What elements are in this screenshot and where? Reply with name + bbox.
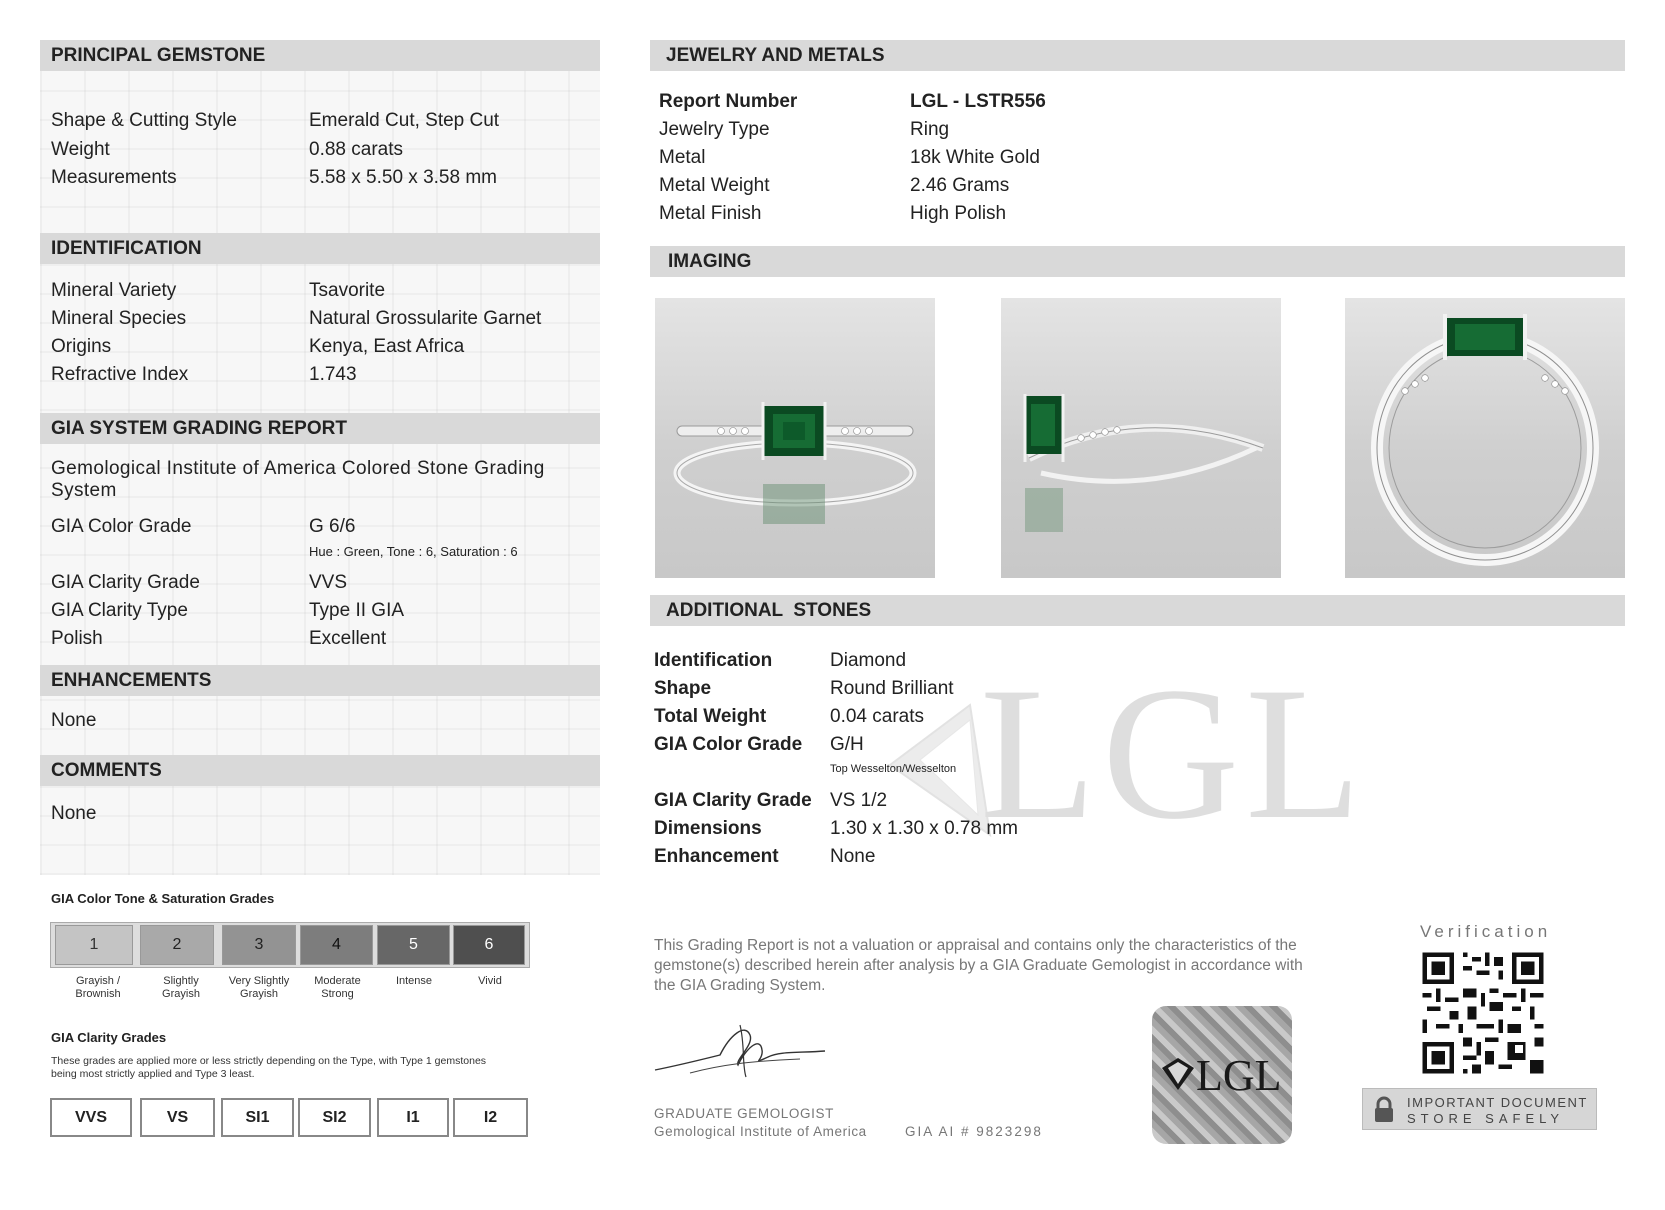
- verification-qr-code[interactable]: [1418, 948, 1548, 1078]
- ring-front-image: [655, 298, 935, 578]
- clarity-cell-i2: I2: [453, 1098, 528, 1137]
- tone-cell-4: 4: [300, 925, 373, 965]
- signature-image: [650, 1015, 830, 1085]
- gia-clarity-type-value: Type II GIA: [309, 600, 405, 621]
- tone-scale-title: GIA Color Tone & Saturation Grades: [51, 891, 275, 906]
- comments-header: COMMENTS: [40, 755, 600, 786]
- badge-line-1: IMPORTANT DOCUMENT: [1407, 1095, 1588, 1110]
- metal-weight-label: Metal Weight: [659, 175, 770, 196]
- add-identification-value: Diamond: [830, 650, 907, 671]
- tone-cell-5: 5: [377, 925, 450, 965]
- important-document-badge: [1362, 1088, 1597, 1130]
- add-color-note: Top Wesselton/Wesselton: [830, 763, 957, 775]
- origins-label: Origins: [51, 336, 112, 357]
- gia-color-note: Hue : Green, Tone : 6, Saturation : 6: [309, 544, 518, 559]
- gia-system-text: Gemological Institute of America Colored Stone Grading System: [51, 458, 545, 501]
- gia-ai-number: GIA AI # 9823298: [905, 1124, 1043, 1139]
- hologram-logo-text: LGL: [1196, 1051, 1282, 1100]
- add-total-weight-label: Total Weight: [654, 706, 767, 727]
- add-enhancement-value: None: [830, 846, 876, 867]
- tone-label-2: Slightly Grayish: [162, 975, 200, 1000]
- jewelry-type-label: Jewelry Type: [659, 119, 770, 140]
- ring-side-image: [1001, 298, 1281, 578]
- add-clarity-grade-value: VS 1/2: [830, 790, 888, 811]
- polish-label: Polish: [51, 628, 103, 649]
- mineral-species-label: Mineral Species: [51, 308, 187, 329]
- tone-label-5: Intense: [395, 975, 433, 987]
- clarity-cell-si2: SI2: [298, 1098, 371, 1137]
- gia-color-grade-label: GIA Color Grade: [51, 516, 192, 537]
- clarity-cell-vvs: VVS: [50, 1098, 132, 1137]
- shape-label: Shape & Cutting Style: [51, 110, 237, 131]
- jewelry-type-value: Ring: [910, 119, 950, 140]
- clarity-cell-vs: VS: [140, 1098, 215, 1137]
- add-clarity-grade-label: GIA Clarity Grade: [654, 790, 812, 811]
- imaging-header: IMAGING: [650, 246, 1625, 277]
- metal-finish-label: Metal Finish: [659, 203, 762, 224]
- mineral-variety-value: Tsavorite: [309, 280, 386, 301]
- gia-clarity-type-label: GIA Clarity Type: [51, 600, 188, 621]
- add-shape-label: Shape: [654, 678, 712, 699]
- badge-line-2: STORE SAFELY: [1407, 1111, 1565, 1126]
- principal-gemstone-header: PRINCIPAL GEMSTONE: [40, 40, 600, 71]
- disclaimer-text: This Grading Report is not a valuation or appraisal and contains only the characteristics of the gemstone(s) described herein after analysis by a GIA Graduate Gemologist in accordance with the GIA Grading System.: [654, 937, 1303, 994]
- tone-cell-1: 1: [55, 925, 133, 965]
- clarity-cell-i1: I1: [377, 1098, 449, 1137]
- add-identification-label: Identification: [654, 650, 773, 671]
- gia-clarity-grade-label: GIA Clarity Grade: [51, 572, 200, 593]
- add-total-weight-value: 0.04 carats: [830, 706, 924, 727]
- tone-cell-3: 3: [222, 925, 296, 965]
- mineral-species-value: Natural Grossularite Garnet: [309, 308, 542, 329]
- refractive-index-value: 1.743: [309, 364, 357, 385]
- shape-value: Emerald Cut, Step Cut: [309, 110, 500, 131]
- add-dimensions-value: 1.30 x 1.30 x 0.78 mm: [830, 818, 1018, 839]
- add-color-grade-label: GIA Color Grade: [654, 734, 803, 755]
- lgl-watermark-text: LGL: [980, 649, 1368, 859]
- tone-cell-2: 2: [140, 925, 214, 965]
- tone-label-1: Grayish / Brownish: [75, 975, 121, 1000]
- tone-label-6: Vivid: [478, 975, 502, 987]
- tone-label-3: Very Slightly Grayish: [228, 975, 290, 1000]
- gemologist-title: GRADUATE GEMOLOGIST: [654, 1106, 834, 1121]
- metal-label: Metal: [659, 147, 706, 168]
- ring-profile-image: [1345, 298, 1625, 578]
- refractive-index-label: Refractive Index: [51, 364, 189, 385]
- add-dimensions-label: Dimensions: [654, 818, 762, 839]
- polish-value: Excellent: [309, 628, 387, 649]
- metal-value: 18k White Gold: [910, 147, 1040, 168]
- lock-icon: [1372, 1096, 1396, 1124]
- clarity-cell-si1: SI1: [221, 1098, 294, 1137]
- metal-finish-value: High Polish: [910, 203, 1007, 224]
- metal-weight-value: 2.46 Grams: [910, 175, 1010, 196]
- enhancements-value: None: [51, 710, 97, 731]
- weight-label: Weight: [51, 139, 110, 160]
- gia-color-grade-value: G 6/6: [309, 516, 356, 537]
- tone-cell-6: 6: [453, 925, 525, 965]
- measurements-label: Measurements: [51, 167, 177, 188]
- comments-value: None: [51, 803, 97, 824]
- gia-clarity-grade-value: VVS: [309, 572, 348, 593]
- gia-grading-header: GIA SYSTEM GRADING REPORT: [40, 413, 600, 444]
- mineral-variety-label: Mineral Variety: [51, 280, 177, 301]
- enhancements-header: ENHANCEMENTS: [40, 665, 600, 696]
- jewelry-metals-header: JEWELRY AND METALS: [650, 40, 1625, 71]
- lgl-hologram-seal: [1152, 1006, 1292, 1144]
- measurements-value: 5.58 x 5.50 x 3.58 mm: [309, 167, 497, 188]
- clarity-scale-title: GIA Clarity Grades: [51, 1030, 167, 1045]
- verification-title: Verification: [1420, 922, 1552, 941]
- report-number-value: LGL - LSTR556: [910, 91, 1046, 112]
- clarity-scale-note: These grades are applied more or less strictly depending on the Type, with Type 1 gemstones being most strictly applied and Type 3 least.: [51, 1055, 487, 1080]
- identification-header: IDENTIFICATION: [40, 233, 600, 264]
- origins-value: Kenya, East Africa: [309, 336, 465, 357]
- weight-value: 0.88 carats: [309, 139, 403, 160]
- tone-label-4: Moderate Strong: [314, 975, 361, 1000]
- add-color-grade-value: G/H: [830, 734, 864, 755]
- gemologist-institute: Gemological Institute of America: [654, 1124, 867, 1139]
- report-number-label: Report Number: [659, 91, 798, 112]
- add-shape-value: Round Brilliant: [830, 678, 954, 699]
- add-enhancement-label: Enhancement: [654, 846, 779, 867]
- additional-stones-header: ADDITIONAL STONES: [650, 595, 1625, 626]
